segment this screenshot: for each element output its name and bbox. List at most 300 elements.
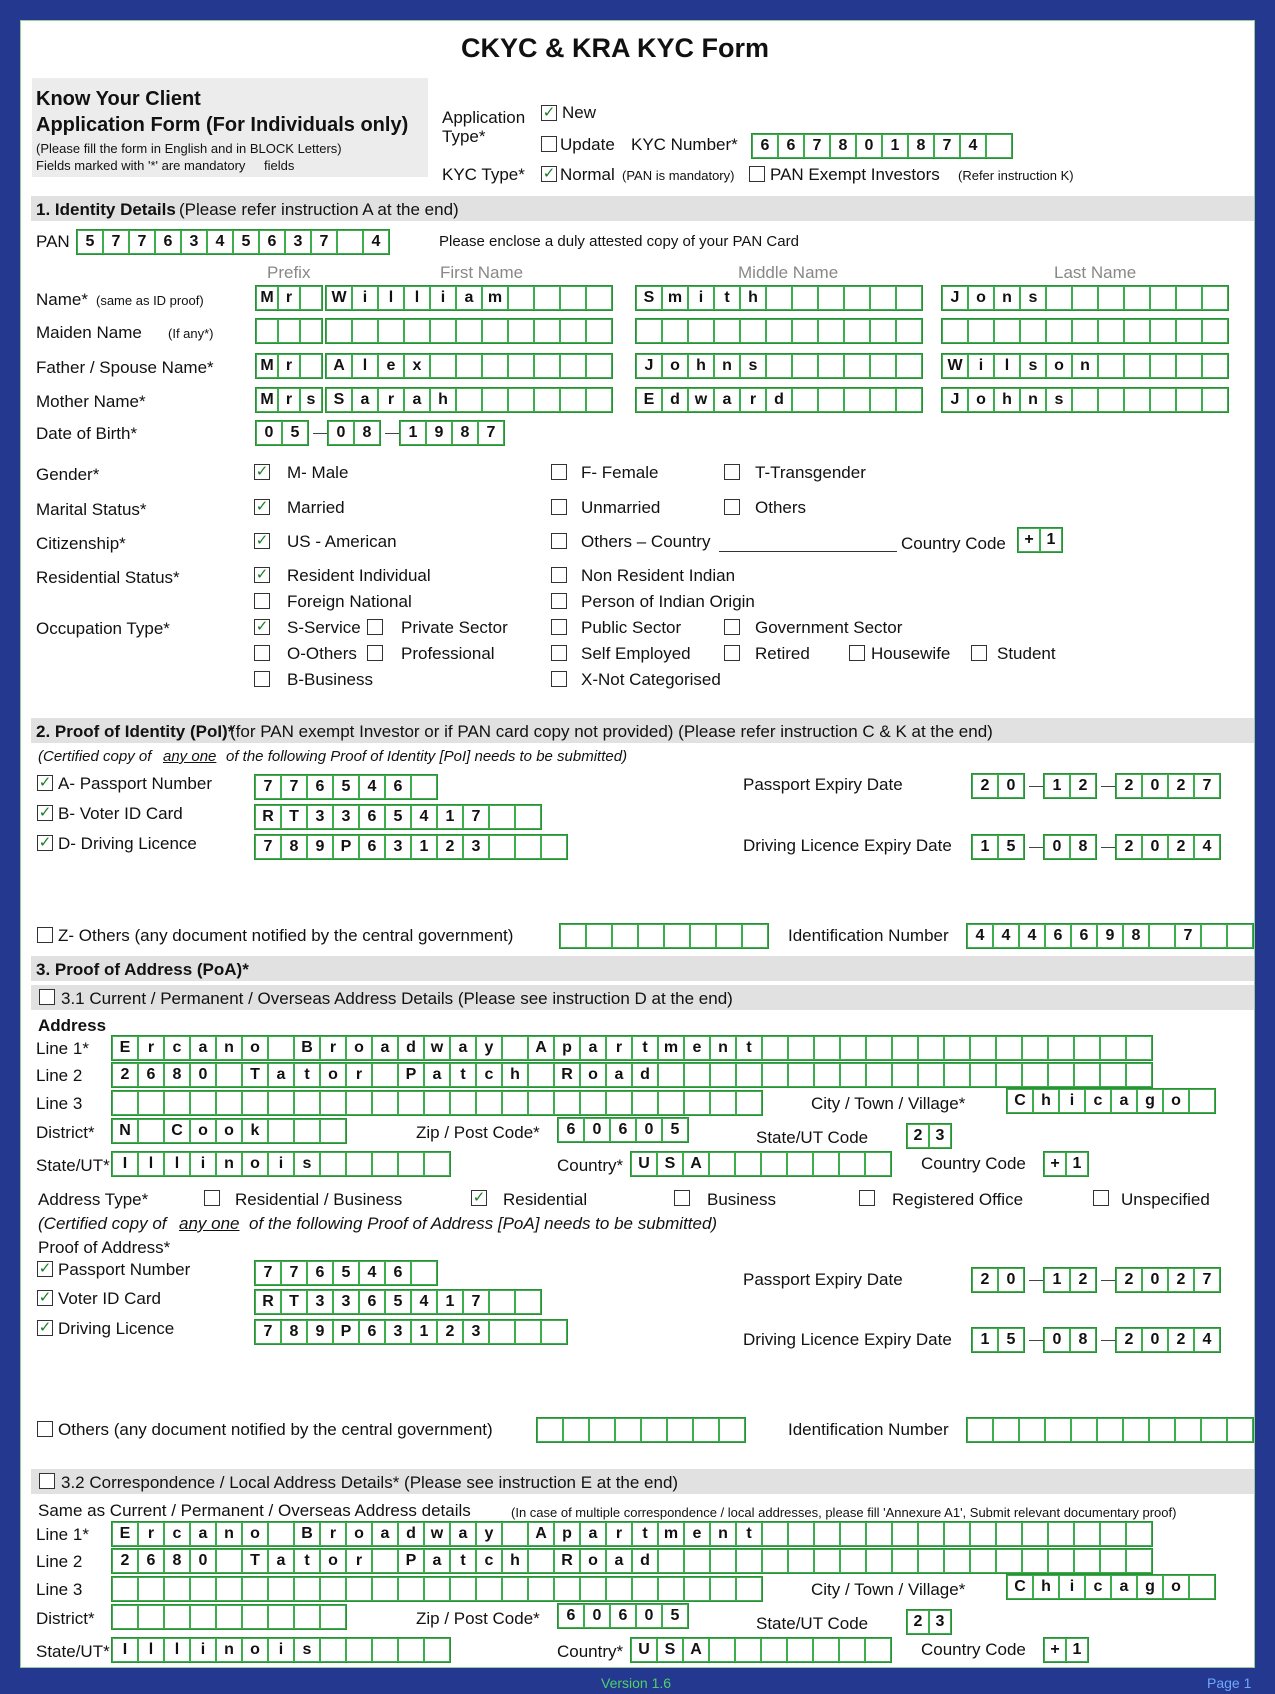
date-separator [1101, 1340, 1115, 1341]
kyc-subtitle: Application Form (For Individuals only) [36, 114, 409, 136]
char-cell: 1 [1066, 1638, 1088, 1662]
char-cell: 8 [354, 421, 380, 445]
char-cell [404, 319, 430, 343]
other-country-checkbox[interactable] [551, 533, 567, 549]
poa-voter-label: Voter ID Card [58, 1289, 161, 1308]
govt-label: Government Sector [755, 618, 903, 637]
char-cell: t [450, 1549, 476, 1573]
char-cell [560, 924, 586, 948]
char-cell: s [1046, 388, 1072, 412]
char-cell [970, 1036, 996, 1060]
married-checkbox[interactable]: ✓ [255, 498, 269, 515]
char-cell: s [1020, 354, 1046, 378]
char-cell: 6 [1045, 924, 1071, 948]
char-cell [761, 1638, 787, 1662]
professional-checkbox[interactable] [367, 645, 383, 661]
not-categorised-checkbox[interactable] [551, 671, 567, 687]
char-cell [968, 319, 994, 343]
father-name-middle-field[interactable] [635, 353, 923, 379]
corr-state-code-field[interactable] [906, 1609, 952, 1635]
char-cell: 9 [426, 421, 452, 445]
poa-voter-checkbox[interactable]: ✓ [38, 1289, 52, 1306]
char-cell: E [112, 1522, 138, 1546]
line3-field[interactable] [111, 1090, 763, 1116]
char-cell [866, 1549, 892, 1573]
corr-country-code-field[interactable] [1043, 1637, 1089, 1663]
char-cell [164, 1091, 190, 1115]
char-cell [411, 775, 437, 799]
char-cell [586, 286, 612, 310]
mother-name-prefix-field[interactable] [255, 387, 323, 413]
line2-field[interactable] [111, 1062, 1153, 1088]
char-cell: y [476, 1522, 502, 1546]
s32-checkbox[interactable] [39, 1473, 55, 1489]
female-label: F- Female [581, 463, 659, 482]
poa-cert-note-a: (Certified copy of [38, 1214, 167, 1233]
mother-name-middle-field[interactable] [635, 387, 923, 413]
char-cell [996, 1063, 1022, 1087]
char-cell: E [636, 388, 662, 412]
char-cell [664, 924, 690, 948]
poa-passport-expiry-day[interactable] [971, 1267, 1025, 1293]
update-checkbox[interactable] [541, 136, 557, 152]
char-cell [424, 1091, 450, 1115]
dob-month[interactable] [327, 420, 381, 446]
char-cell [242, 1091, 268, 1115]
char-cell [632, 1091, 658, 1115]
char-cell: C [1007, 1575, 1033, 1599]
char-cell [346, 1091, 372, 1115]
country-code-field[interactable] [1043, 1151, 1089, 1177]
country-blank[interactable] [719, 551, 897, 552]
char-cell: i [268, 1638, 294, 1662]
char-cell [766, 286, 792, 310]
service-checkbox[interactable]: ✓ [255, 618, 269, 635]
char-cell: l [378, 286, 404, 310]
new-checkbox[interactable]: ✓ [542, 104, 556, 121]
res-business-label: Residential / Business [235, 1190, 403, 1209]
unspecified-checkbox[interactable] [1093, 1190, 1109, 1206]
dl-expiry-year[interactable] [1115, 834, 1221, 860]
char-cell [818, 388, 844, 412]
poa-others-checkbox[interactable] [37, 1421, 53, 1437]
char-cell: o [968, 286, 994, 310]
char-cell [1045, 1418, 1071, 1442]
char-cell [216, 1605, 242, 1629]
unmarried-checkbox[interactable] [551, 499, 567, 515]
char-cell [450, 1091, 476, 1115]
corr-country-code-label: Country Code [921, 1640, 1026, 1659]
char-cell: T [242, 1549, 268, 1573]
char-cell: 2 [437, 1320, 463, 1344]
char-cell: 7 [463, 1290, 489, 1314]
first-name-header: First Name [440, 263, 524, 282]
poa-others-field[interactable] [536, 1417, 746, 1443]
dl-expiry-label: Driving Licence Expiry Date [743, 836, 952, 855]
father-name-prefix-field[interactable] [255, 353, 323, 379]
country-field[interactable] [630, 1151, 892, 1177]
char-cell [456, 354, 482, 378]
poa-passport-checkbox[interactable]: ✓ [38, 1260, 52, 1277]
char-cell [515, 1290, 541, 1314]
pan-exempt-checkbox[interactable] [749, 166, 765, 182]
char-cell [818, 319, 844, 343]
char-cell [541, 835, 567, 859]
z-others-field[interactable] [559, 923, 769, 949]
char-cell [844, 319, 870, 343]
char-cell: o [320, 1549, 346, 1573]
passport-number-field[interactable] [254, 774, 438, 800]
char-cell: 2 [907, 1610, 929, 1634]
char-cell: 6 [752, 134, 778, 158]
poa-passport-expiry-month[interactable] [1043, 1267, 1097, 1293]
corr-zip-label: Zip / Post Code* [416, 1609, 540, 1628]
char-cell [528, 1063, 554, 1087]
char-cell [606, 1091, 632, 1115]
maiden-name-first-field[interactable] [325, 318, 613, 344]
char-cell: M [256, 354, 278, 378]
char-cell [502, 1522, 528, 1546]
char-cell [216, 1577, 242, 1601]
corr-state-field[interactable] [111, 1637, 451, 1663]
char-cell [1048, 1522, 1074, 1546]
business-addr-checkbox[interactable] [674, 1190, 690, 1206]
char-cell [1202, 354, 1228, 378]
dl-expiry-month[interactable] [1043, 834, 1097, 860]
char-cell [560, 286, 586, 310]
char-cell: a [372, 1522, 398, 1546]
father-name-last-field[interactable] [941, 353, 1229, 379]
corr-line1-field[interactable] [111, 1521, 1153, 1547]
char-cell [814, 1036, 840, 1060]
name-last-field[interactable] [941, 285, 1229, 311]
marital-label: Marital Status* [36, 500, 147, 519]
char-cell [1149, 924, 1175, 948]
char-cell [372, 1063, 398, 1087]
char-cell [716, 924, 742, 948]
char-cell: 0 [1142, 1328, 1168, 1352]
date-separator [1029, 1280, 1043, 1281]
char-cell [489, 1320, 515, 1344]
maiden-name-last-field[interactable] [941, 318, 1229, 344]
govt-checkbox[interactable] [724, 619, 740, 635]
char-cell [1074, 1036, 1100, 1060]
char-cell [788, 1036, 814, 1060]
char-cell [346, 1638, 372, 1662]
business-checkbox[interactable] [254, 671, 270, 687]
char-cell: 0 [584, 1604, 610, 1628]
char-cell [761, 1152, 787, 1176]
dob-year[interactable] [399, 420, 505, 446]
char-cell [870, 388, 896, 412]
char-cell: a [606, 1063, 632, 1087]
public-checkbox[interactable] [551, 619, 567, 635]
char-cell: t [294, 1063, 320, 1087]
char-cell: 0 [190, 1063, 216, 1087]
char-cell [534, 354, 560, 378]
char-cell [1126, 1036, 1152, 1060]
char-cell: J [636, 354, 662, 378]
char-cell: o [242, 1522, 268, 1546]
poa-identification-field[interactable] [966, 1417, 1254, 1443]
char-cell [840, 1036, 866, 1060]
char-cell [710, 1091, 736, 1115]
s31-checkbox[interactable] [39, 989, 55, 1005]
foreign-national-checkbox[interactable] [254, 593, 270, 609]
char-cell [528, 1577, 554, 1601]
poa-dl-expiry-day[interactable] [971, 1327, 1025, 1353]
poa-dl-field[interactable] [254, 1319, 568, 1345]
char-cell: 6 [385, 1261, 411, 1285]
char-cell [1202, 388, 1228, 412]
char-cell [320, 1605, 346, 1629]
retired-checkbox[interactable] [724, 645, 740, 661]
char-cell [1201, 1418, 1227, 1442]
char-cell: r [138, 1522, 164, 1546]
char-cell [424, 1638, 450, 1662]
corr-line1-label: Line 1* [36, 1525, 89, 1544]
maiden-name-prefix-field[interactable] [255, 318, 323, 344]
passport-expiry-day[interactable] [971, 773, 1025, 799]
pio-checkbox[interactable] [551, 593, 567, 609]
passport-expiry-month[interactable] [1043, 773, 1097, 799]
char-cell: a [1111, 1575, 1137, 1599]
poa-passport-field[interactable] [254, 1260, 438, 1286]
char-cell: U [631, 1638, 657, 1662]
reg-office-checkbox[interactable] [859, 1190, 875, 1206]
retired-label: Retired [755, 644, 810, 663]
char-cell [1124, 286, 1150, 310]
char-cell [1074, 1549, 1100, 1573]
state-field[interactable] [111, 1151, 451, 1177]
corr-line3-field[interactable] [111, 1576, 763, 1602]
passport-checkbox[interactable]: ✓ [38, 774, 52, 791]
corr-city-field[interactable] [1006, 1574, 1216, 1600]
char-cell: 7 [255, 1261, 281, 1285]
char-cell: d [632, 1549, 658, 1573]
char-cell [1126, 1063, 1152, 1087]
char-cell: d [398, 1522, 424, 1546]
char-cell: 6 [307, 1261, 333, 1285]
name-first-field[interactable] [325, 285, 613, 311]
char-cell: 6 [778, 134, 804, 158]
char-cell: 5 [662, 1118, 688, 1142]
char-cell [268, 1119, 294, 1143]
voter-id-field[interactable] [254, 804, 542, 830]
char-cell [1175, 1418, 1201, 1442]
citizen-country-code-field[interactable] [1017, 527, 1063, 553]
foreign-national-label: Foreign National [287, 592, 412, 611]
identification-number-field[interactable] [966, 923, 1254, 949]
char-cell [1189, 1089, 1215, 1113]
char-cell [870, 319, 896, 343]
o-others-checkbox[interactable] [254, 645, 270, 661]
line1-field[interactable] [111, 1035, 1153, 1061]
name-prefix-field[interactable] [255, 285, 323, 311]
char-cell [788, 1522, 814, 1546]
corr-district-field[interactable] [111, 1604, 347, 1630]
char-cell [814, 1063, 840, 1087]
pan-note: Please enclose a duly attested copy of your PAN Card [439, 233, 799, 250]
female-checkbox[interactable] [551, 464, 567, 480]
poa-dl-expiry-year[interactable] [1115, 1327, 1221, 1353]
city-field[interactable] [1006, 1088, 1216, 1114]
residential-checkbox[interactable]: ✓ [472, 1189, 486, 1206]
maiden-name-middle-field[interactable] [635, 318, 923, 344]
char-cell: a [456, 286, 482, 310]
char-cell: C [164, 1119, 190, 1143]
char-cell [1150, 388, 1176, 412]
char-cell: p [554, 1036, 580, 1060]
char-cell [684, 1549, 710, 1573]
driving-licence-label: D- Driving Licence [58, 834, 197, 853]
char-cell [476, 1577, 502, 1601]
char-cell [1227, 1418, 1253, 1442]
char-cell: w [424, 1522, 450, 1546]
char-cell: 5 [998, 835, 1024, 859]
char-cell [1124, 388, 1150, 412]
private-checkbox[interactable] [367, 619, 383, 635]
char-cell [424, 1577, 450, 1601]
state-code-field[interactable] [906, 1123, 952, 1149]
char-cell: 2 [972, 774, 998, 798]
address-type-label: Address Type* [38, 1190, 149, 1209]
char-cell: h [740, 286, 766, 310]
corr-country-field[interactable] [630, 1637, 892, 1663]
char-cell [1098, 354, 1124, 378]
corr-state-code-label: State/UT Code [756, 1614, 869, 1633]
char-cell: 2 [1168, 1268, 1194, 1292]
male-checkbox[interactable]: ✓ [255, 463, 269, 480]
char-cell: 1 [411, 1320, 437, 1344]
char-cell: w [688, 388, 714, 412]
corr-zip-field[interactable] [557, 1603, 689, 1629]
char-cell [844, 354, 870, 378]
housewife-checkbox[interactable] [849, 645, 865, 661]
district-field[interactable] [111, 1118, 347, 1144]
char-cell: 7 [255, 835, 281, 859]
char-cell [398, 1152, 424, 1176]
char-cell [896, 354, 922, 378]
name-middle-field[interactable] [635, 285, 923, 311]
char-cell: i [968, 354, 994, 378]
char-cell: 3 [929, 1124, 951, 1148]
char-cell: n [710, 1036, 736, 1060]
char-cell: 2 [1116, 835, 1142, 859]
self-employed-checkbox[interactable] [551, 645, 567, 661]
poa-dl-checkbox[interactable]: ✓ [38, 1319, 52, 1336]
char-cell: 5 [333, 775, 359, 799]
char-cell: a [404, 388, 430, 412]
poa-voter-field[interactable] [254, 1289, 542, 1315]
char-cell [216, 1549, 242, 1573]
char-cell: 9 [307, 835, 333, 859]
char-cell [1022, 1036, 1048, 1060]
char-cell [1046, 286, 1072, 310]
char-cell: 1 [882, 134, 908, 158]
char-cell [736, 1549, 762, 1573]
char-cell: 2 [1116, 1268, 1142, 1292]
date-separator [313, 433, 327, 434]
pan-exempt-label: PAN Exempt Investors [770, 165, 940, 184]
driving-licence-field[interactable] [254, 834, 568, 860]
char-cell: 4 [411, 1290, 437, 1314]
zip-field[interactable] [557, 1117, 689, 1143]
normal-checkbox[interactable]: ✓ [542, 165, 556, 182]
nri-checkbox[interactable] [551, 567, 567, 583]
char-cell: h [502, 1549, 528, 1573]
char-cell [942, 319, 968, 343]
char-cell: 5 [77, 230, 103, 254]
char-cell: 3 [285, 230, 311, 254]
char-cell: 6 [359, 805, 385, 829]
char-cell [352, 319, 378, 343]
char-cell: h [994, 388, 1020, 412]
char-cell [190, 1577, 216, 1601]
char-cell: 6 [558, 1118, 584, 1142]
application-type-label: Application [442, 108, 526, 127]
char-cell [586, 924, 612, 948]
kyc-title: Know Your Client [36, 88, 201, 110]
student-checkbox[interactable] [971, 645, 987, 661]
date-separator [1101, 1280, 1115, 1281]
char-cell: 1 [1044, 1268, 1070, 1292]
char-cell: 0 [584, 1118, 610, 1142]
marital-others-checkbox[interactable] [724, 499, 740, 515]
char-cell [870, 286, 896, 310]
dob-day[interactable] [255, 420, 309, 446]
char-cell: g [1137, 1089, 1163, 1113]
char-cell [896, 388, 922, 412]
char-cell [792, 286, 818, 310]
char-cell [1100, 1063, 1126, 1087]
us-checkbox[interactable]: ✓ [255, 532, 269, 549]
char-cell: 0 [256, 421, 282, 445]
poa-dl-expiry-month[interactable] [1043, 1327, 1097, 1353]
poa-passport-expiry-year[interactable] [1115, 1267, 1221, 1293]
res-business-checkbox[interactable] [204, 1190, 220, 1206]
pan-field[interactable] [76, 229, 390, 255]
corr-line2-label: Line 2 [36, 1552, 83, 1571]
mother-name-first-field[interactable] [325, 387, 613, 413]
dl-expiry-day[interactable] [971, 834, 1025, 860]
kyc-number-field[interactable] [751, 133, 1013, 159]
char-cell [1189, 1575, 1215, 1599]
z-others-checkbox[interactable] [37, 927, 53, 943]
char-cell: J [942, 388, 968, 412]
resident-individual-checkbox[interactable]: ✓ [255, 566, 269, 583]
char-cell: c [476, 1549, 502, 1573]
page-number: Page 1 [1207, 1675, 1252, 1691]
transgender-checkbox[interactable] [724, 464, 740, 480]
char-cell: t [632, 1522, 658, 1546]
driving-licence-checkbox[interactable]: ✓ [38, 834, 52, 851]
corr-line2-field[interactable] [111, 1548, 1153, 1574]
char-cell [736, 1577, 762, 1601]
char-cell: h [502, 1063, 528, 1087]
char-cell [818, 286, 844, 310]
mother-name-last-field[interactable] [941, 387, 1229, 413]
char-cell: 2 [1116, 774, 1142, 798]
passport-expiry-year[interactable] [1115, 773, 1221, 799]
line1-label: Line 1* [36, 1039, 89, 1058]
voter-checkbox[interactable]: ✓ [38, 804, 52, 821]
char-cell: m [658, 1522, 684, 1546]
father-name-first-field[interactable] [325, 353, 613, 379]
date-separator [1101, 786, 1115, 787]
char-cell: i [1059, 1089, 1085, 1113]
char-cell [138, 1605, 164, 1629]
